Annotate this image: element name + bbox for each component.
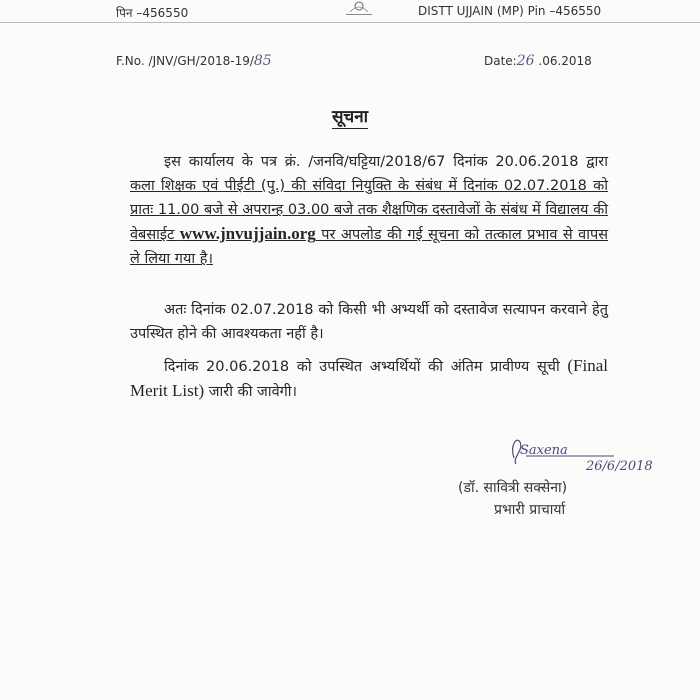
emblem-icon [346, 0, 372, 15]
date-handwritten: 26 [516, 53, 535, 69]
file-number-label: F.No. /JNV/GH/2018-19/ [116, 54, 254, 68]
final-merit-list: (Final Merit List) [130, 356, 608, 400]
file-number-handwritten: 85 [253, 53, 272, 69]
paragraph-3 [130, 354, 608, 404]
paragraph-3-part1: दिनांक 20.06.2018 को उपस्थित अभ्यर्थियों की अंतिम प्रावीण्य सूची [164, 359, 568, 375]
date-label: Date: [484, 54, 517, 68]
signature-handwritten-date: 26/6/2018 [586, 459, 653, 474]
paragraph-1-part2: कला शिक्षक एवं पीईटी (पु.) की संविदा नियुक्ति के संबंध में दिनांक 02.07.2018 को प्रातः 11.00 बजे से अपरान्ह 03.00 बजे तक शैक्षणिक दस्तावेजों के संबंध में विद्यालय की वेबसाईट [130, 178, 608, 243]
header-address: DISTT UJJAIN (MP) Pin –456550 [418, 4, 602, 18]
website-link[interactable]: www.jnvujjain.org [179, 224, 316, 243]
date-suffix: .06.2018 [534, 54, 592, 68]
signature-handwritten-name: Saxena [520, 443, 568, 458]
header-pin: पिन –456550 [116, 6, 189, 20]
file-number [116, 53, 272, 69]
signatory-name: (डॉ. सावित्री सक्सेना) [458, 480, 568, 496]
header-divider [0, 22, 700, 23]
notice-title: सूचना [331, 107, 369, 127]
signature [506, 428, 686, 480]
date [484, 53, 592, 69]
paragraph-1-part3: पर अपलोड की गई सूचना को तत्काल प्रभाव से वापस ले लिया गया है। [130, 227, 608, 267]
paragraph-2: अतः दिनांक 02.07.2018 को किसी भी अभ्यर्थी को दस्तावेज सत्यापन करवाने हेतु उपस्थित होने की आवश्यकता नहीं है। [130, 302, 608, 342]
paragraph-3-part2: जारी की जावेगी। [204, 384, 298, 400]
paragraph-1-part1: इस कार्यालय के पत्र क्रं. /जनवि/घट्टिया/2018/67 दिनांक 20.06.2018 द्वारा [164, 154, 608, 170]
signatory-designation: प्रभारी प्राचार्या [494, 502, 566, 518]
paragraph-1 [130, 150, 608, 271]
